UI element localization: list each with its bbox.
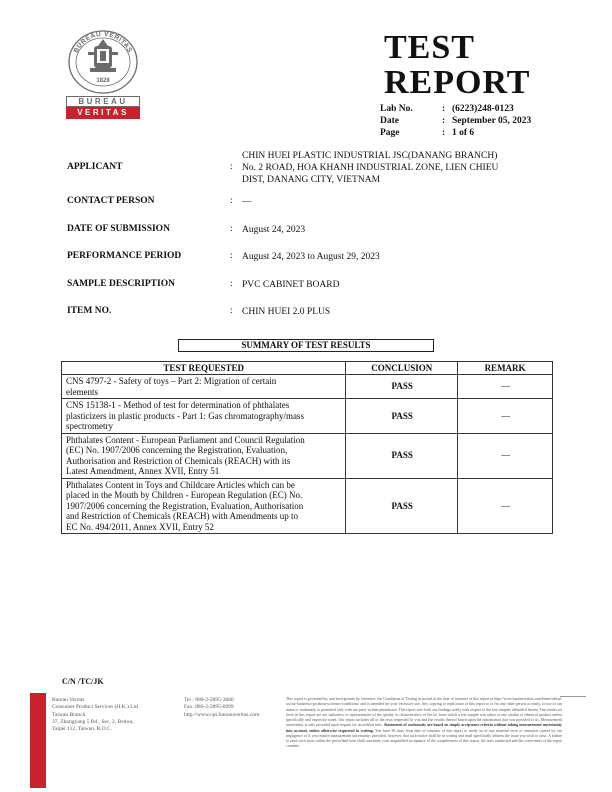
footer-lab-line: Taiwan Branch — [52, 711, 86, 718]
footer-rule — [560, 696, 586, 697]
footer-website-link[interactable]: http://www.cps.bureauveritas.com — [184, 711, 260, 718]
colon: : — [230, 196, 233, 206]
item-value: CHIN HUEI 2.0 PLUS — [242, 307, 331, 317]
remark-cell: — — [458, 433, 553, 478]
test-cell — [62, 478, 346, 534]
conclusion-cell: PASS — [346, 375, 458, 399]
performance-value: August 24, 2023 to August 29, 2023 — [242, 252, 380, 262]
footer-contact — [184, 697, 274, 719]
item-label: ITEM NO. — [67, 306, 112, 316]
sample-value: PVC CABINET BOARD — [242, 280, 340, 290]
performance-label: PERFORMANCE PERIOD — [67, 251, 182, 261]
header-conclusion: CONCLUSION — [346, 362, 458, 375]
contact-label: CONTACT PERSON — [67, 196, 155, 206]
footer-legal-text — [286, 697, 562, 750]
header-remark: REMARK — [458, 362, 553, 375]
logo-seal-icon — [64, 26, 142, 94]
table-header-row — [62, 362, 553, 375]
test-line: EC No. 494/2011, Annex XVII, Entry 52 — [66, 521, 214, 532]
applicant-line: No. 2 ROAD, HOA KHANH INDUSTRIAL ZONE, LIEN CHIEU — [242, 163, 499, 173]
submission-value: August 24, 2023 — [242, 225, 306, 235]
remark-cell: — — [458, 399, 553, 434]
logo-band-bureau: BUREAU — [66, 96, 140, 107]
test-line: Phthalates Content - European Parliament and Council Regulation — [66, 434, 305, 445]
footer-lab-line: Bureau Veritas — [52, 697, 85, 703]
colon: : — [442, 104, 446, 114]
footer-lab-line: 37, Zhongyang 5 Rd., Sec. 2, Beitou, — [52, 718, 134, 725]
logo-band-veritas: VERITAS — [66, 107, 140, 119]
date-label: Date — [380, 116, 399, 126]
test-cell — [62, 399, 346, 434]
page-row — [380, 127, 531, 139]
legal-text-bold: Statements of conformity are based on simple acceptance criteria without taking measurement uncertainty into account, unless otherwise requested in writing. — [286, 723, 562, 733]
test-line: elements — [66, 386, 98, 397]
footer-lab-address — [52, 697, 172, 733]
title-line-2: REPORT — [384, 64, 531, 101]
page-label: Page — [380, 128, 400, 138]
applicant-line: DIST, DANANG CITY, VIETNAM — [242, 175, 381, 185]
colon: : — [442, 116, 446, 126]
colon: : — [442, 128, 446, 138]
report-title — [384, 30, 530, 100]
contact-value: — — [242, 197, 252, 207]
legal-text-pre: This report is governed by, and incorporates by reference, the Conditions of Testing as posted at the date of issuance of this report at http://www.bureauveritas.com/home/about-us/our-business/cps/about-us/terms-conditions/ and is intended for your exclusive use. Any copying or replication of this report to or for any other person or entity, or use of our name or trademark, is permitted only with our prior written permission. This report sets forth our findings solely with respect to the test samples identified herein. The results set forth in this report are not indicative or representative of the quality or characteristics of the lot from which a test sample was taken or any similar or identical product unless specifically and expressly noted. Our report includes all of the tests requested by you and the results thereof based upon the information that you provided to us. Measurement uncertainty is only provided upon request for accredited tests. — [286, 697, 562, 728]
date-row — [380, 115, 531, 127]
date-value: September 05, 2023 — [452, 116, 532, 126]
test-cell — [62, 433, 346, 478]
footer-lab-line: Consumer Product Services (H.K.) Ltd. — [52, 704, 140, 711]
remark-cell: — — [458, 478, 553, 534]
applicant-line: CHIN HUEI PLASTIC INDUSTRIAL JSC(DANANG BRANCH) — [242, 151, 498, 161]
legal-text-post: You have 60 days from date of issuance of this report to notify us of any material error or omission caused by our negligence or if you require measurement uncertainty; provided, however, that such notice shall be in writing and shall specifically address the issue you wish to raise. A failure to raise such issue within the prescribed time shall constitute your unqualified acceptance of the completeness of this report, the tests conducted and the correctness of the report contents. — [286, 728, 563, 749]
applicant-value — [242, 150, 532, 186]
colon: : — [230, 306, 233, 316]
header-test: TEST REQUESTED — [62, 362, 346, 375]
page-value: 1 of 6 — [452, 128, 475, 138]
test-line: Latest Amendment, Annex XVII, Entry 51 — [66, 466, 220, 476]
lab-no-value: (6223)248-0123 — [452, 104, 514, 114]
colon: : — [230, 279, 233, 289]
test-cell — [62, 375, 346, 399]
colon: : — [230, 162, 233, 172]
test-line: 1907/2006 concerning the Registration, Evaluation, Authorisation — [66, 500, 304, 511]
colon: : — [230, 224, 233, 234]
test-line: CNS 15138-1 - Method of test for determination of phthalates — [66, 400, 290, 410]
lab-no-label: Lab No. — [380, 104, 413, 114]
conclusion-cell: PASS — [346, 478, 458, 534]
test-line: Phthalates Content in Toys and Childcare Articles which can be — [66, 479, 295, 490]
results-table — [61, 361, 553, 534]
test-line: plasticizers in plastic products - Part 1: Gas chromatography/mass — [66, 410, 304, 421]
test-line: CNS 4797-2 - Safety of toys – Part 2: Migration of certain — [66, 376, 277, 386]
summary-title: SUMMARY OF TEST RESULTS — [178, 339, 434, 352]
table-row — [62, 478, 553, 534]
table-row — [62, 433, 553, 478]
remark-cell: — — [458, 375, 553, 399]
test-line: Authorisation and Restriction of Chemicals (REACH) with its — [66, 455, 291, 466]
conclusion-cell: PASS — [346, 399, 458, 434]
conclusion-cell: PASS — [346, 433, 458, 478]
test-line: placed in the Mouth by Children - European Regulation (EC) No. — [66, 490, 303, 500]
bureau-veritas-logo — [64, 26, 142, 122]
table-row — [62, 375, 553, 399]
report-meta — [380, 103, 531, 139]
reference-code: C/N /TC/JK — [62, 677, 104, 686]
colon: : — [230, 251, 233, 261]
table-row — [62, 399, 553, 434]
logo-year: 1828 — [96, 78, 110, 84]
lab-no-row — [380, 103, 531, 115]
test-line: spectrometry — [66, 421, 113, 431]
footer-fax: Fax: 886-2-2895-6999 — [184, 704, 234, 711]
title-line-1: TEST — [384, 29, 475, 66]
footer-lab-line: Taipei 112, Taiwan, R.O.C. — [52, 726, 113, 733]
test-line: and Restriction of Chemicals (REACH) with Amendments up to — [66, 511, 298, 521]
submission-label: DATE OF SUBMISSION — [67, 224, 170, 234]
sample-label: SAMPLE DESCRIPTION — [67, 279, 175, 289]
footer-tel: Tel : 886-2-2895-3666 — [184, 697, 234, 703]
logo-ring-text: BUREAU VERITAS — [72, 30, 134, 55]
test-line: (EC) No. 1907/2006 concerning the Registration, Evaluation, — [66, 445, 288, 455]
footer-red-bar — [30, 693, 46, 788]
applicant-label: APPLICANT — [67, 162, 123, 172]
